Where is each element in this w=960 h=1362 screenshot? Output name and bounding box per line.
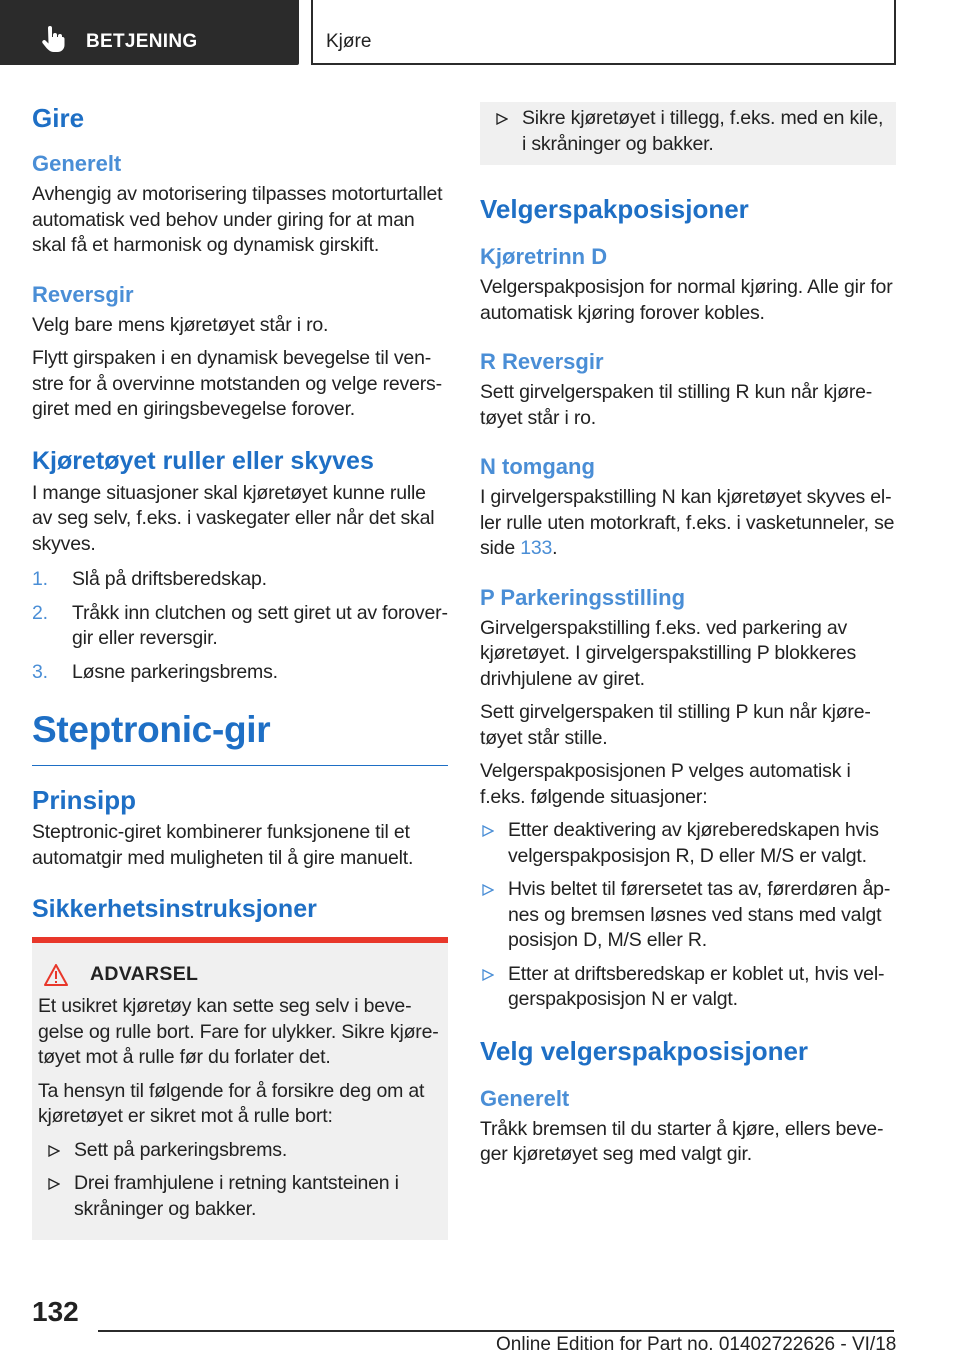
list-item bbox=[46, 1138, 440, 1164]
heading-p-parkering: P Parkeringsstilling bbox=[480, 584, 686, 610]
paragraph-generelt-right: Tråkk bremsen til du starter å kjøre, ellers beveger kjøretøyet seg med valgt gir. bbox=[480, 1117, 884, 1165]
page-link[interactable]: 133 bbox=[520, 537, 553, 559]
warning-bullet-list bbox=[46, 1138, 440, 1223]
bullet-text: Sikre kjøretøyet i tillegg, f.eks. med en kile, i skråninger og bakker. bbox=[522, 107, 884, 155]
triangle-bullet-icon bbox=[496, 113, 508, 125]
list-item bbox=[494, 106, 886, 157]
heading-generelt-right: Generelt bbox=[480, 1085, 570, 1111]
n-text-after: . bbox=[552, 537, 558, 559]
list-item bbox=[480, 818, 896, 869]
paragraph-ruller: I mange situasjoner skal kjøretøyet kunne rulle av seg selv, f.eks. i vaskegater eller når det skal skyves. bbox=[32, 481, 435, 555]
paragraph-reversgir-2: Flytt girspaken i en dynamisk bevegelse til venstre for å overvinne motstanden og velge reversgiret med en giringsbevegelse forover. bbox=[32, 347, 443, 420]
list-item bbox=[32, 567, 448, 593]
paragraph-n-tomgang bbox=[480, 485, 896, 562]
paragraph-p-2: Sett girvelgerspaken til stilling P kun når kjøretøyet står stille. bbox=[480, 701, 871, 749]
continued-warning-box bbox=[480, 102, 896, 165]
step-number: 1. bbox=[32, 568, 48, 590]
continued-bullet-list bbox=[494, 106, 886, 157]
edition-text: Online Edition for Part no. 01402722626 - VI/18 bbox=[496, 1334, 897, 1355]
section-tab bbox=[0, 0, 299, 65]
step-list bbox=[32, 567, 448, 685]
list-item bbox=[32, 601, 448, 652]
triangle-bullet-icon bbox=[48, 1178, 60, 1190]
step-number: 2. bbox=[32, 601, 48, 624]
heading-n-tomgang: N tomgang bbox=[480, 454, 595, 479]
right-column bbox=[480, 102, 896, 1176]
triangle-bullet-icon bbox=[482, 884, 494, 896]
paragraph-p-3: Velgerspakposisjonen P velges automatisk i f.eks. følgende situasjoner: bbox=[480, 760, 851, 808]
section-label: BETJENING bbox=[86, 31, 198, 52]
paragraph-kjoretrinn-d: Velgerspakposisjon for normal kjøring. Alle gir for automatisk kjøring forover kobles. bbox=[480, 276, 893, 324]
warning-header bbox=[44, 963, 440, 986]
p-bullet-list bbox=[480, 818, 896, 1013]
warning-paragraph-2: Ta hensyn til følgende for å forsikre deg om at kjøretøyet er sikret mot å rulle bort: bbox=[38, 1079, 425, 1127]
step-text: Slå på driftsberedskap. bbox=[72, 568, 267, 590]
chapter-label: Kjøre bbox=[326, 31, 372, 52]
step-text: Tråkk inn clutchen og sett giret ut av forovergir eller reversgir. bbox=[72, 601, 448, 649]
heading-prinsipp: Prinsipp bbox=[32, 785, 137, 815]
heading-sikkerhet: Sikkerhetsinstruksjoner bbox=[32, 895, 317, 923]
heading-reversgir: Reversgir bbox=[32, 281, 134, 307]
list-item bbox=[32, 660, 448, 686]
warning-box bbox=[32, 937, 448, 1240]
list-item bbox=[46, 1171, 440, 1222]
page-header bbox=[0, 0, 960, 66]
heading-kjoretrinn-d: Kjøretrinn D bbox=[480, 244, 608, 269]
heading-r-reversgir: R Reversgir bbox=[480, 349, 604, 374]
paragraph-r-reversgir: Sett girvelgerspaken til stilling R kun når kjøretøyet står i ro. bbox=[480, 381, 873, 429]
page-number: 132 bbox=[32, 1296, 79, 1327]
bullet-text: Etter deaktivering av kjøreberedskapen hvis velgerspakposisjon R, D eller M/S er valgt. bbox=[508, 819, 879, 867]
list-item bbox=[480, 962, 896, 1013]
warning-triangle-icon bbox=[44, 964, 68, 986]
bullet-text: Hvis beltet til førersetet tas av, førerdøren åpnes og bremsen løsnes ved stans med valgt posisjon D, M/S eller R. bbox=[508, 878, 891, 951]
footer-divider bbox=[98, 1330, 894, 1332]
heading-generelt: Generelt bbox=[32, 151, 122, 176]
bullet-text: Sett på parkeringsbrems. bbox=[74, 1138, 288, 1161]
paragraph-prinsipp: Steptronic-giret kombinerer funksjonene til et automatgir med muligheten til å gire manuelt. bbox=[32, 821, 414, 869]
heading-ruller: Kjøretøyet ruller eller skyves bbox=[32, 446, 374, 475]
warning-title: ADVARSEL bbox=[90, 963, 199, 985]
n-text-before: I girvelgerspakstilling N kan kjøretøyet skyves eller rulle uten motorkraft, f.eks. i vasketunneler, se side bbox=[480, 486, 895, 559]
paragraph-reversgir-1: Velg bare mens kjøretøyet står i ro. bbox=[32, 313, 329, 336]
heading-steptronic: Steptronic-gir bbox=[32, 707, 448, 766]
bullet-text: Etter at driftsberedskap er koblet ut, hvis velgerspakposisjon N er valgt. bbox=[508, 962, 885, 1010]
left-column bbox=[32, 102, 448, 1240]
triangle-bullet-icon bbox=[482, 969, 494, 981]
heading-gire: Gire bbox=[32, 103, 85, 133]
bullet-text: Drei framhjulene i retning kantsteinen i skråninger og bakker. bbox=[74, 1172, 399, 1220]
paragraph-generelt: Avhengig av motorisering tilpasses motorturtallet automatisk ved behov under giring for at man skal få et harmonisk og dynamisk girskift. bbox=[32, 183, 443, 256]
warning-paragraph-1: Et usikret kjøretøy kan sette seg selv i bevegelse og rulle bort. Fare for ulykker. Sikre kjøretøyet mot å rulle før du forlater det. bbox=[38, 995, 439, 1068]
chapter-box bbox=[311, 0, 896, 65]
heading-velgerspak: Velgerspakposisjoner bbox=[480, 194, 749, 224]
list-item bbox=[480, 877, 896, 954]
step-text: Løsne parkeringsbrems. bbox=[72, 660, 278, 683]
triangle-bullet-icon bbox=[48, 1145, 60, 1157]
step-number: 3. bbox=[32, 660, 48, 683]
triangle-bullet-icon bbox=[482, 825, 494, 837]
hand-pointer-icon bbox=[40, 26, 66, 54]
heading-velg: Velg velgerspakposisjoner bbox=[480, 1035, 809, 1066]
paragraph-p-1: Girvelgerspakstilling f.eks. ved parkering av kjøretøyet. I girvelgerspakstilling P blokkeres drivhjulene av giret. bbox=[480, 616, 857, 690]
